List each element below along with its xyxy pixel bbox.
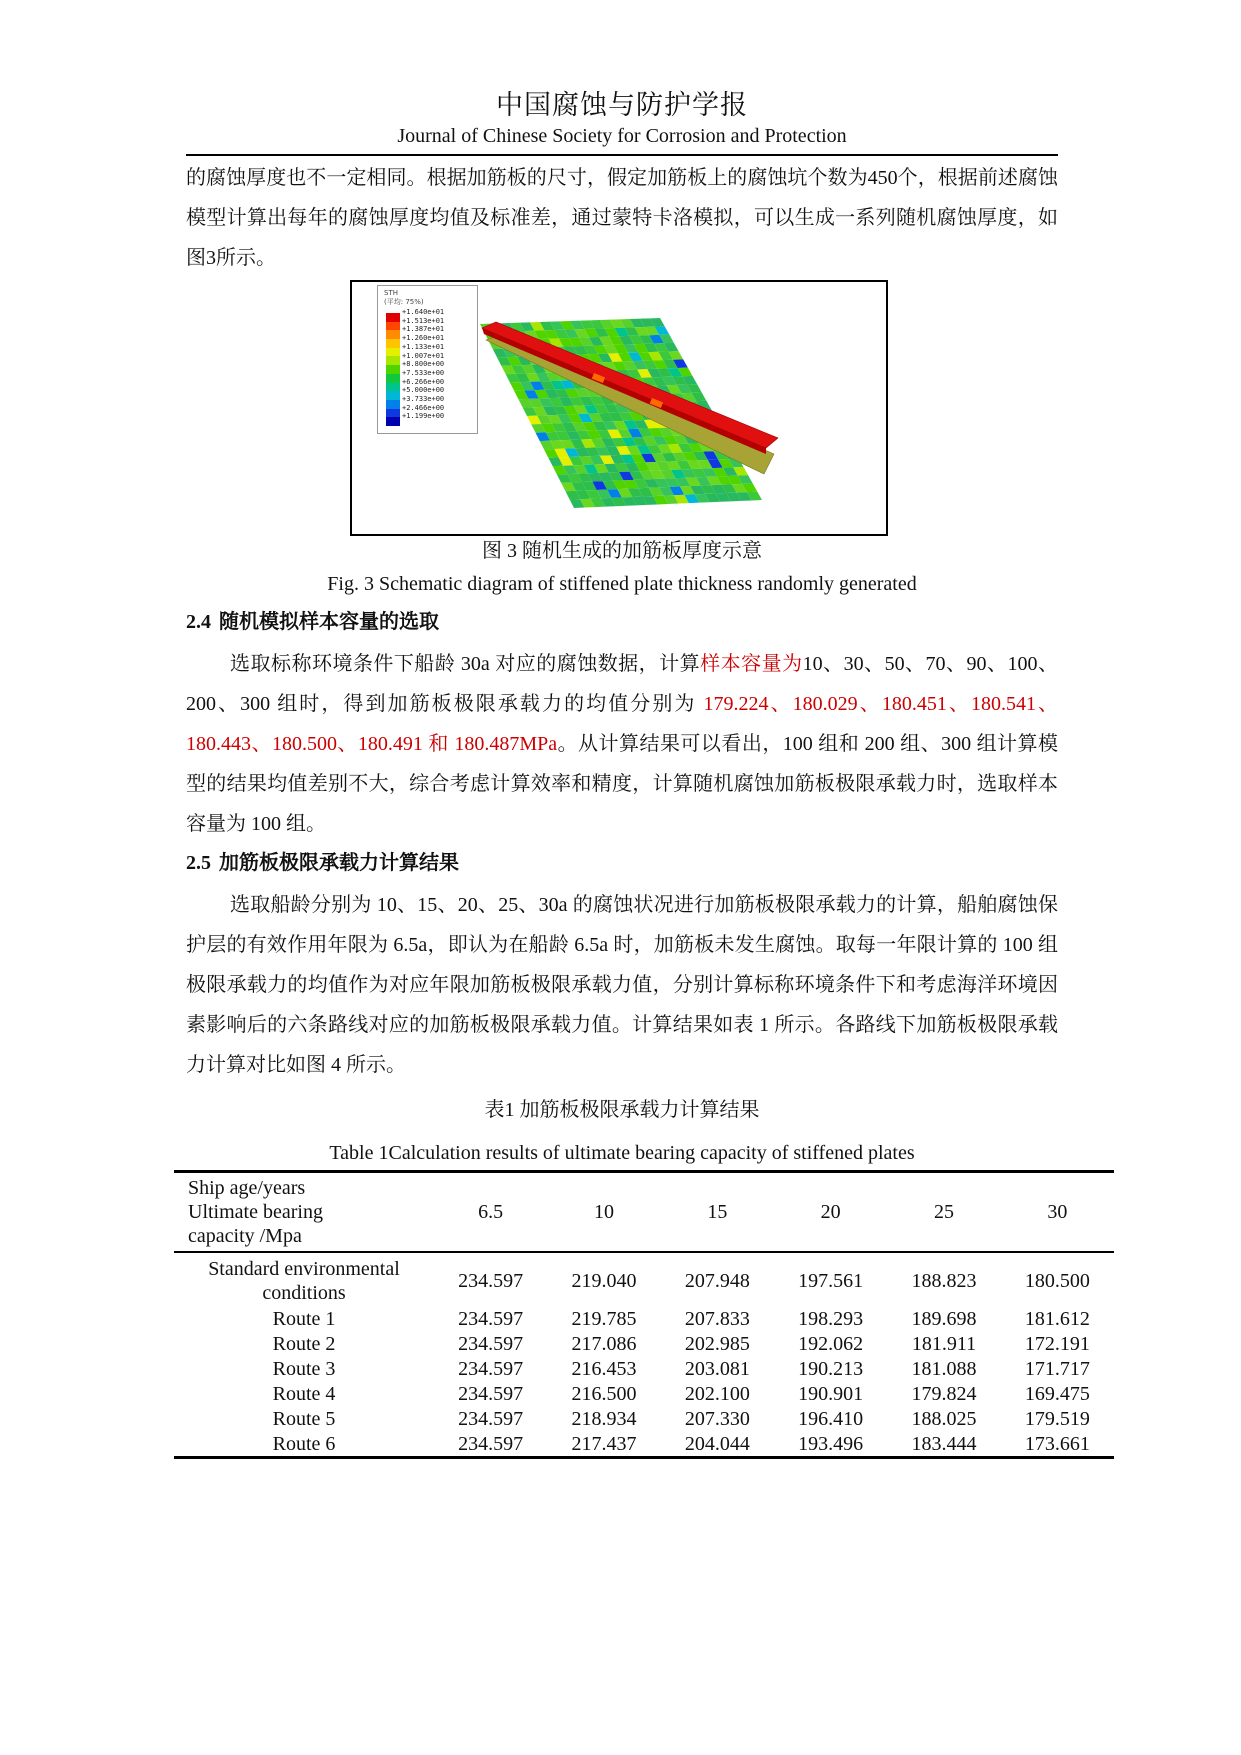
table-cell: 217.437 — [571, 1432, 637, 1455]
figure-3-caption-en: Fig. 3 Schematic diagram of stiffened plate thickness randomly generated — [327, 573, 917, 595]
table-cell: 169.475 — [1024, 1382, 1090, 1405]
table-cell: 234.597 — [458, 1332, 524, 1355]
table-cell: 181.088 — [911, 1357, 977, 1380]
table-cell: 202.100 — [684, 1382, 750, 1405]
legend-swatch — [386, 374, 400, 383]
section-title: 随机模拟样本容量的选取 — [219, 611, 439, 633]
legend-value: +7.533e+00 — [402, 368, 445, 377]
highlighted-text: 样本容量为 — [700, 653, 803, 675]
table-cell: 216.453 — [571, 1357, 637, 1380]
legend-swatch — [386, 348, 400, 357]
row-label: Route 2 — [272, 1332, 336, 1355]
journal-title-en: Journal of Chinese Society for Corrosion and Protection — [397, 125, 847, 147]
table-cell: 207.833 — [684, 1307, 750, 1330]
table-cell: 193.496 — [798, 1432, 864, 1455]
figure-3 — [350, 280, 888, 536]
legend-value-labels — [402, 308, 444, 421]
legend-swatch — [386, 356, 400, 365]
table-1-caption-cn: 表1 加筋板极限承载力计算结果 — [484, 1099, 760, 1121]
corner-line: Ship age/years — [188, 1177, 306, 1199]
contour-legend — [377, 285, 478, 434]
text-segment: 10、30、50、70、90、100、200、300 组时，得到加筋板极限承载力的均值分别为 — [186, 653, 1058, 715]
table-row — [174, 1406, 1114, 1431]
row-label: Route 6 — [272, 1432, 336, 1455]
header-rule — [186, 154, 1058, 156]
table-cell: 183.444 — [911, 1432, 977, 1455]
row-label: Route 5 — [272, 1407, 336, 1430]
table-cell: 234.597 — [458, 1270, 524, 1292]
table-cell: 173.661 — [1024, 1432, 1090, 1455]
table-cell: 203.081 — [684, 1357, 750, 1380]
section-2-5-heading — [186, 848, 459, 878]
legend-value: +6.266e+00 — [402, 377, 445, 386]
legend-swatch — [386, 313, 400, 322]
table-cell: 188.025 — [911, 1407, 977, 1430]
row-label: Standard environmental conditions — [208, 1258, 400, 1304]
section-2-4-paragraph — [186, 644, 1058, 844]
table-cell: 188.823 — [911, 1270, 977, 1292]
table-cell: 204.044 — [684, 1432, 750, 1455]
figure-3-caption-cn: 图 3 随机生成的加筋板厚度示意 — [482, 540, 762, 562]
section-number: 2.4 — [186, 611, 211, 633]
table-cell: 202.985 — [684, 1332, 750, 1355]
table-row — [174, 1252, 1114, 1306]
section-title: 加筋板极限承载力计算结果 — [219, 852, 459, 874]
table-cell: 234.597 — [458, 1357, 524, 1380]
legend-subtitle: (平均: 75%) — [384, 298, 424, 306]
table-cell: 180.500 — [1024, 1270, 1090, 1292]
table-cell: 171.717 — [1024, 1357, 1090, 1380]
corner-line: capacity /Mpa — [188, 1225, 302, 1247]
table-corner-header — [174, 1172, 434, 1253]
table-cell: 207.948 — [684, 1270, 750, 1292]
table-cell: 234.597 — [458, 1307, 524, 1330]
table-cell: 179.519 — [1024, 1407, 1090, 1430]
text-segment: 选取标称环境条件下船龄 30a 对应的腐蚀数据，计算 — [230, 653, 701, 675]
table-cell: 190.901 — [798, 1382, 864, 1405]
legend-value: +1.199e+00 — [402, 412, 445, 421]
legend-value: +2.466e+00 — [402, 403, 445, 412]
table-cell: 219.785 — [571, 1307, 637, 1330]
legend-swatch — [386, 383, 400, 392]
legend-swatch — [386, 322, 400, 331]
corner-line: Ultimate bearing — [188, 1201, 323, 1223]
column-header: 15 — [707, 1200, 728, 1223]
table-cell: 181.911 — [911, 1332, 977, 1355]
highlighted-values: 179.224、180.029、180.451、180.541、180.443、180.500、180.491 和 180.487MPa — [186, 693, 1059, 755]
legend-swatch — [386, 400, 400, 409]
legend-color-bar — [386, 313, 400, 426]
text-segment: 。从计算结果可以看出，100 组和 200 组、300 组计算模型的结果均值差别不大，综合考虑计算效率和精度，计算随机腐蚀加筋板极限承载力时，选取样本容量为 100 组。 — [186, 733, 1058, 835]
table-cell: 197.561 — [798, 1270, 864, 1292]
table-row — [174, 1431, 1114, 1458]
section-2-5-paragraph: 选取船龄分别为 10、15、20、25、30a 的腐蚀状况进行加筋板极限承载力的计算，船舶腐蚀保护层的有效作用年限为 6.5a，即认为在船龄 6.5a 时，加筋板未发生腐蚀。取每一年限计算的 100 组极限承载力的均值作为对应年限加筋板极限承载力值，分别计算标称环境条件下和考虑海洋环境因素影响后的六条路线对应的加筋板极限承载力值。计算结果如表 1 所示。各路线下加筋板极限承载力计算对比如图 4 所示。 — [186, 894, 1058, 1076]
row-label: Route 1 — [272, 1307, 336, 1330]
paragraph-continued: 的腐蚀厚度也不一定相同。根据加筋板的尺寸，假定加筋板上的腐蚀坑个数为450个，根据前述腐蚀模型计算出每年的腐蚀厚度均值及标准差，通过蒙特卡洛模拟，可以生成一系列随机腐蚀厚度，如图3所示。 — [186, 167, 1058, 269]
table-cell: 192.062 — [798, 1332, 864, 1355]
legend-swatch — [386, 409, 400, 418]
table-cell: 198.293 — [798, 1307, 864, 1330]
column-header: 10 — [593, 1200, 614, 1223]
column-header: 30 — [1047, 1200, 1068, 1223]
table-cell: 190.213 — [798, 1357, 864, 1380]
legend-swatch — [386, 339, 400, 348]
table-cell: 217.086 — [571, 1332, 637, 1355]
journal-title-cn: 中国腐蚀与防护学报 — [496, 90, 748, 120]
row-label: Route 3 — [272, 1357, 336, 1380]
legend-value: +1.513e+01 — [402, 316, 445, 325]
legend-swatch — [386, 365, 400, 374]
section-number: 2.5 — [186, 852, 211, 874]
legend-value: +1.387e+01 — [402, 325, 445, 334]
table-row — [174, 1356, 1114, 1381]
table-row — [174, 1381, 1114, 1406]
legend-title: STH — [384, 289, 398, 297]
legend-value: +1.007e+01 — [402, 351, 445, 360]
running-header — [186, 88, 1058, 149]
legend-value: +8.800e+00 — [402, 360, 445, 369]
section-2-4-heading — [186, 607, 439, 637]
legend-value: +1.640e+01 — [402, 308, 445, 316]
table-cell: 234.597 — [458, 1382, 524, 1405]
legend-value: +1.133e+01 — [402, 342, 445, 351]
column-header: 20 — [820, 1200, 841, 1223]
legend-value: +5.000e+00 — [402, 386, 445, 395]
table-row — [174, 1331, 1114, 1356]
legend-value: +1.260e+01 — [402, 334, 445, 343]
table-cell: 179.824 — [911, 1382, 977, 1405]
table-cell: 234.597 — [458, 1407, 524, 1430]
legend-value: +3.733e+00 — [402, 395, 445, 404]
table-cell: 196.410 — [798, 1407, 864, 1430]
table-cell: 216.500 — [571, 1382, 637, 1405]
column-header: 25 — [933, 1200, 954, 1223]
legend-swatch — [386, 391, 400, 400]
table-cell: 181.612 — [1024, 1307, 1090, 1330]
table-cell: 234.597 — [458, 1432, 524, 1455]
table-cell: 218.934 — [571, 1407, 637, 1430]
legend-swatch — [386, 417, 400, 426]
table-cell: 219.040 — [571, 1270, 637, 1292]
table-1 — [174, 1170, 1114, 1459]
column-header: 6.5 — [478, 1200, 504, 1223]
legend-swatch — [386, 330, 400, 339]
table-header-row — [174, 1172, 1114, 1253]
table-cell: 207.330 — [684, 1407, 750, 1430]
row-label: Route 4 — [272, 1382, 336, 1405]
table-1-caption-en: Table 1Calculation results of ultimate bearing capacity of stiffened plates — [329, 1142, 915, 1164]
table-cell: 172.191 — [1024, 1332, 1090, 1355]
table-cell: 189.698 — [911, 1307, 977, 1330]
table-row — [174, 1306, 1114, 1331]
